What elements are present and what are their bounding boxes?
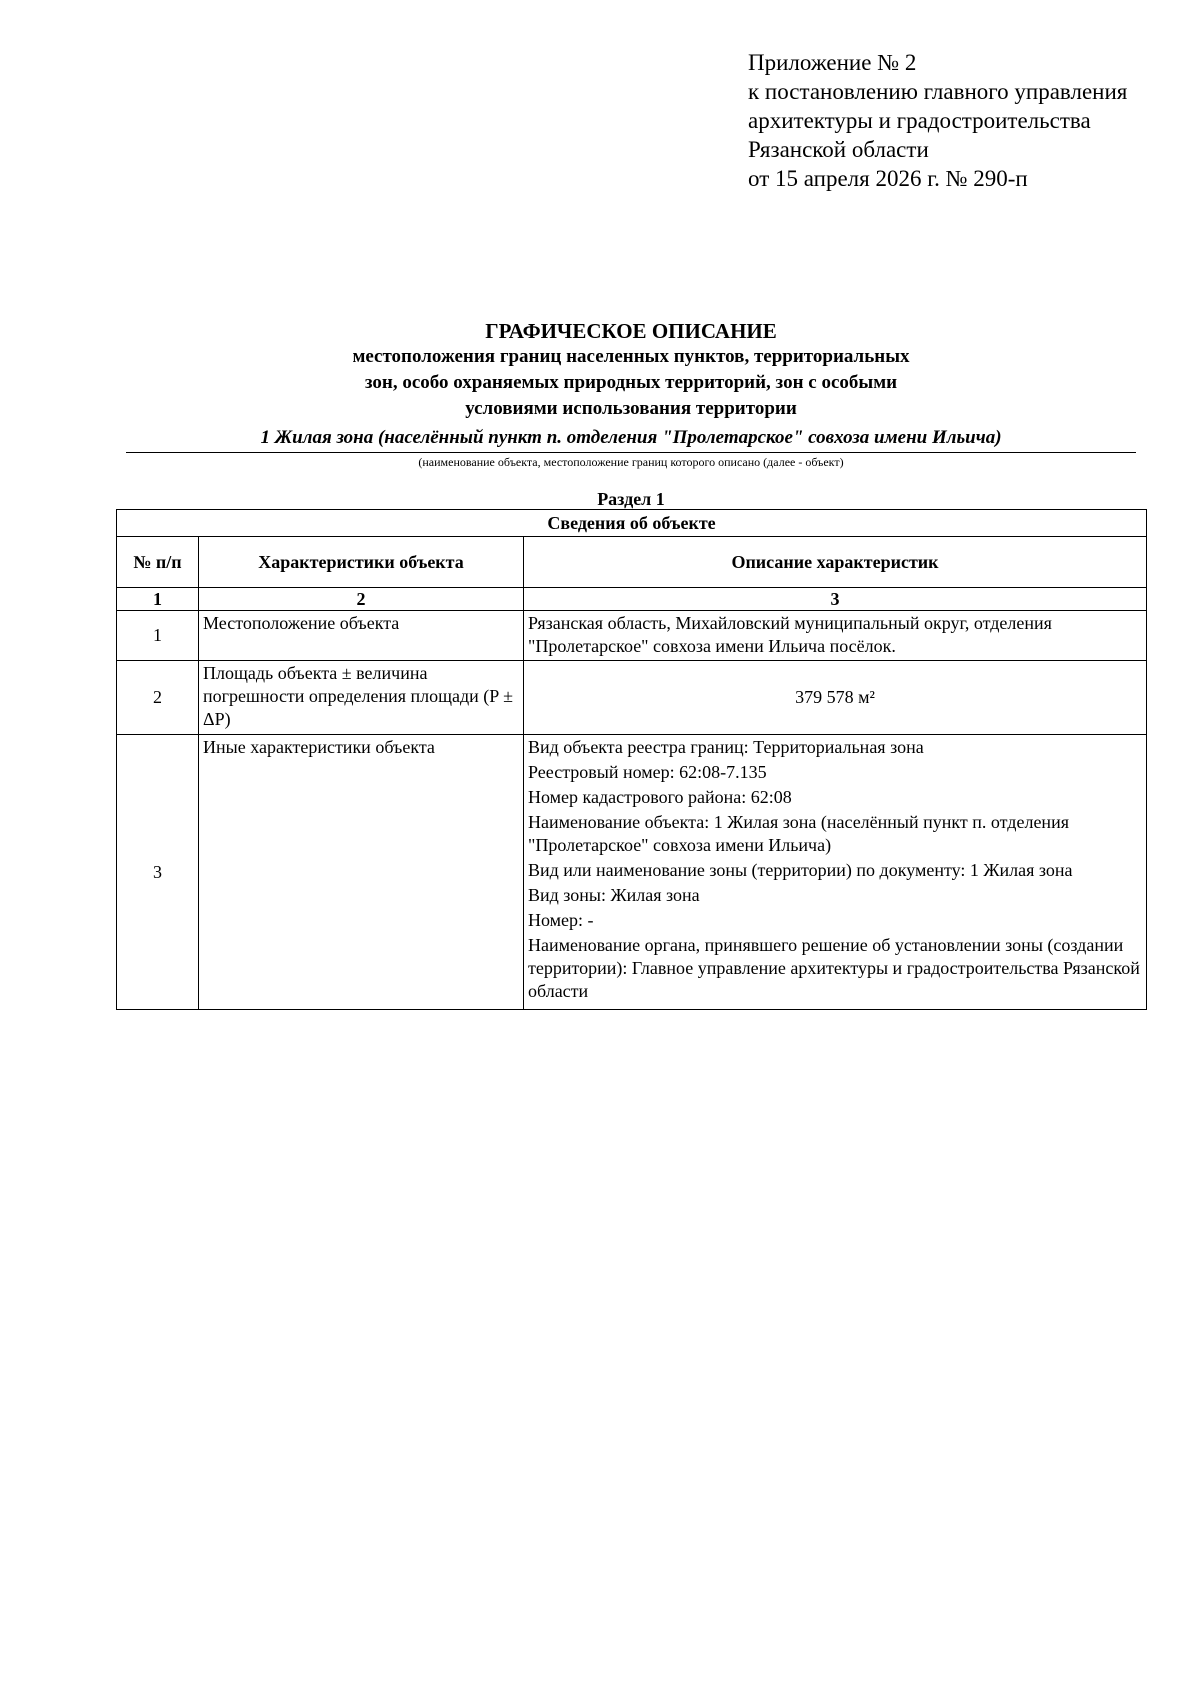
table-header-row [117,537,1147,588]
appendix-line: Рязанской области [748,137,929,162]
column-number: 1 [117,588,199,611]
object-caption: (наименование объекта, местоположение границ которого описано (далее - объект) [418,455,844,469]
header-description: Описание характеристик [524,537,1147,588]
appendix-line: от 15 апреля 2026 г. № 290-п [748,166,1028,191]
table-row [117,661,1147,735]
description-line: Наименование объекта: 1 Жилая зона (населённый пункт п. отделения "Пролетарское" совхоза имени Ильича) [528,812,1069,855]
row-number: 3 [117,735,199,1010]
row-characteristic: Площадь объекта ± величина погрешности определения площади (P ± ΔP) [199,661,524,735]
row-description [524,735,1147,1010]
description-line: Вид объекта реестра границ: Территориальная зона [528,737,924,757]
title-subtitle: условиями использования территории [465,398,797,419]
object-name: 1 Жилая зона (населённый пункт п. отделения "Пролетарское" совхоза имени Ильича) [126,426,1136,453]
document-title [126,318,1136,422]
title-subtitle: местоположения границ населенных пунктов, территориальных [352,346,910,367]
row-number: 1 [117,611,199,661]
table-row [117,611,1147,661]
row-description [524,661,1147,735]
row-characteristic: Местоположение объекта [199,611,524,661]
column-number: 2 [199,588,524,611]
title-main: ГРАФИЧЕСКОЕ ОПИСАНИЕ [485,319,777,343]
column-number: 3 [524,588,1147,611]
object-info-table [116,509,1147,1010]
description-line: Вид или наименование зоны (территории) по документу: 1 Жилая зона [528,860,1073,880]
description-line: Номер кадастрового района: 62:08 [528,787,792,807]
appendix-line: архитектуры и градостроительства [748,108,1091,133]
appendix-line: Приложение № 2 [748,50,917,75]
appendix-line: к постановлению главного управления [748,79,1128,104]
section-title: Раздел 1 [597,489,665,509]
appendix-header [748,48,1127,193]
table-title-row [117,510,1147,537]
description-line: Наименование органа, принявшего решение об установлении зоны (создании территории): Главное управление архитектуры и градостроительства Рязанской области [528,935,1140,1001]
title-subtitle: зон, особо охраняемых природных территорий, зон с особыми [364,372,898,393]
description-line: Вид зоны: Жилая зона [528,885,700,905]
description-line: Рязанская область, Михайловский муниципальный округ, отделения "Пролетарское" совхоза имени Ильича посёлок. [528,613,1052,656]
description-line: 379 578 м² [795,687,875,707]
table-row [117,735,1147,1010]
header-characteristic: Характеристики объекта [199,537,524,588]
row-characteristic: Иные характеристики объекта [199,735,524,1010]
column-number-row [117,588,1147,611]
description-line: Реестровый номер: 62:08-7.135 [528,762,767,782]
row-description [524,611,1147,661]
row-number: 2 [117,661,199,735]
description-line: Номер: - [528,910,594,930]
header-num: № п/п [117,537,199,588]
table-title: Сведения об объекте [117,510,1147,537]
